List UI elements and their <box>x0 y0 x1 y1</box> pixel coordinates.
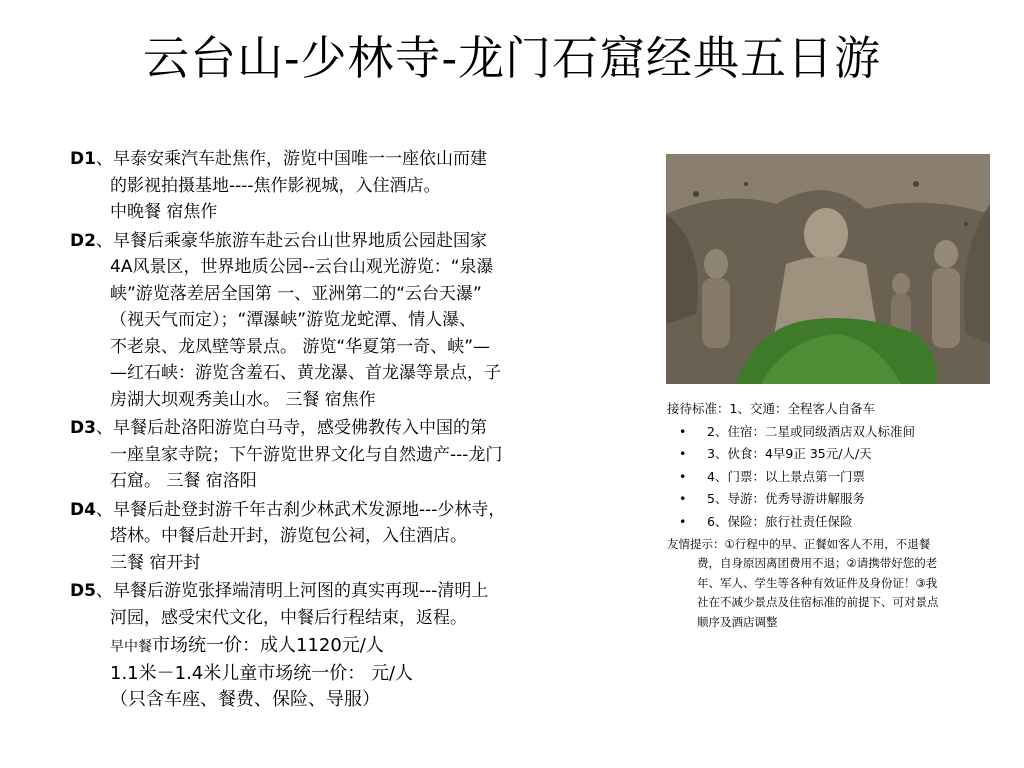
bullet-icon: • <box>679 513 687 529</box>
day-line: 一座皇家寺院；下午游览世界文化与自然遗产---龙门 <box>110 444 503 465</box>
day-label: D5 <box>70 581 96 601</box>
day-line: D5、早餐后游览张择端清明上河图的真实再现---清明上 <box>70 581 489 601</box>
price-child: 1.1米－1.4米儿童市场统一价： 元/人 <box>110 662 414 684</box>
day-line: —红石峡：游览含羞石、黄龙瀑、首龙瀑等景点，子 <box>110 363 501 383</box>
day-line: 石窟。 三餐 宿洛阳 <box>110 471 257 491</box>
day-line: 不老泉、龙凤壁等景点。 游览“华夏第一奇、峡”— <box>110 336 491 357</box>
tips-line: 友情提示：①行程中的早、正餐如客人不用，不退餐 <box>667 536 931 551</box>
standards-item: • 3、伙食：4早9正 35元/人/天 <box>667 443 997 466</box>
day-2 <box>70 228 645 414</box>
day-line: 峡”游览落差居全国第 一、亚洲第二的“云台天瀑” <box>110 283 482 304</box>
day-line: 房湖大坝观秀美山水。 三餐 宿焦作 <box>110 389 376 410</box>
day-line: 河园，感受宋代文化，中餐后行程结束，返程。 <box>110 607 467 628</box>
day-label: D1 <box>70 149 96 169</box>
bullet-icon: • <box>679 491 687 507</box>
day-line: 中晚餐 宿焦作 <box>110 202 218 222</box>
day-line: D4、早餐后赴登封游千年古刹少林武术发源地---少林寺， <box>70 499 506 520</box>
day-label: D3 <box>70 418 96 438</box>
day-label: D2 <box>70 230 96 251</box>
day-line: 的影视拍摄基地----焦作影视城，入住酒店。 <box>110 175 441 196</box>
tips-line: 顺序及酒店调整 <box>697 614 778 629</box>
tips-line: 年、军人、学生等各种有效证件及身份证！③我 <box>697 575 938 590</box>
price-adult: 早中餐市场统一价：成人1120元/人 <box>110 635 384 656</box>
day-line: 塔林。中餐后赴开封，游览包公祠，入住酒店。 <box>110 526 467 546</box>
standards-item: • 4、门票：以上景点第一门票 <box>667 466 997 489</box>
grottoes-photo <box>666 154 990 384</box>
day-line: D3、早餐后赴洛阳游览白马寺，感受佛教传入中国的第 <box>70 418 487 438</box>
day-line: （视天气而定）；“潭瀑峡”游览龙蛇潭、情人瀑、 <box>110 310 477 330</box>
page-title: 云台山-少林寺-龙门石窟经典五日游 <box>142 31 882 85</box>
standards-item: • 2、住宿：二星或同级酒店双人标准间 <box>667 421 997 444</box>
price-includes: （只含车座、餐费、保险、导服） <box>110 689 380 710</box>
reception-standards <box>667 398 997 632</box>
standards-heading: 接待标准：1、交通：全程客人自备车 <box>667 401 875 416</box>
tips-line: 费，自身原因离团费用不退；②请携带好您的老 <box>697 556 938 571</box>
day-line: 三餐 宿开封 <box>110 552 201 573</box>
day-line: 4A风景区，世界地质公园--云台山观光游览：“泉瀑 <box>110 257 494 277</box>
bullet-icon: • <box>679 423 687 439</box>
day-line: D2、早餐后乘豪华旅游车赴云台山世界地质公园赴国家 <box>70 230 487 251</box>
standards-item: • 5、导游：优秀导游讲解服务 <box>667 488 997 511</box>
day-5 <box>70 578 645 631</box>
friendly-tips <box>667 535 997 633</box>
day-3 <box>70 415 645 495</box>
day-line: D1、早泰安乘汽车赴焦作，游览中国唯一一座依山而建 <box>70 149 487 169</box>
day-1 <box>70 146 645 226</box>
grottoes-photo-image <box>666 154 990 384</box>
itinerary <box>70 146 645 714</box>
bullet-icon: • <box>679 446 687 462</box>
price-meals: 早中餐 <box>110 639 152 655</box>
standards-item: • 6、保险：旅行社责任保险 <box>667 511 997 534</box>
bullet-icon: • <box>679 468 687 484</box>
day-label: D4 <box>70 499 96 520</box>
day-4 <box>70 497 645 577</box>
tips-line: 社在不减少景点及住宿标准的前提下、可对景点 <box>697 595 939 610</box>
